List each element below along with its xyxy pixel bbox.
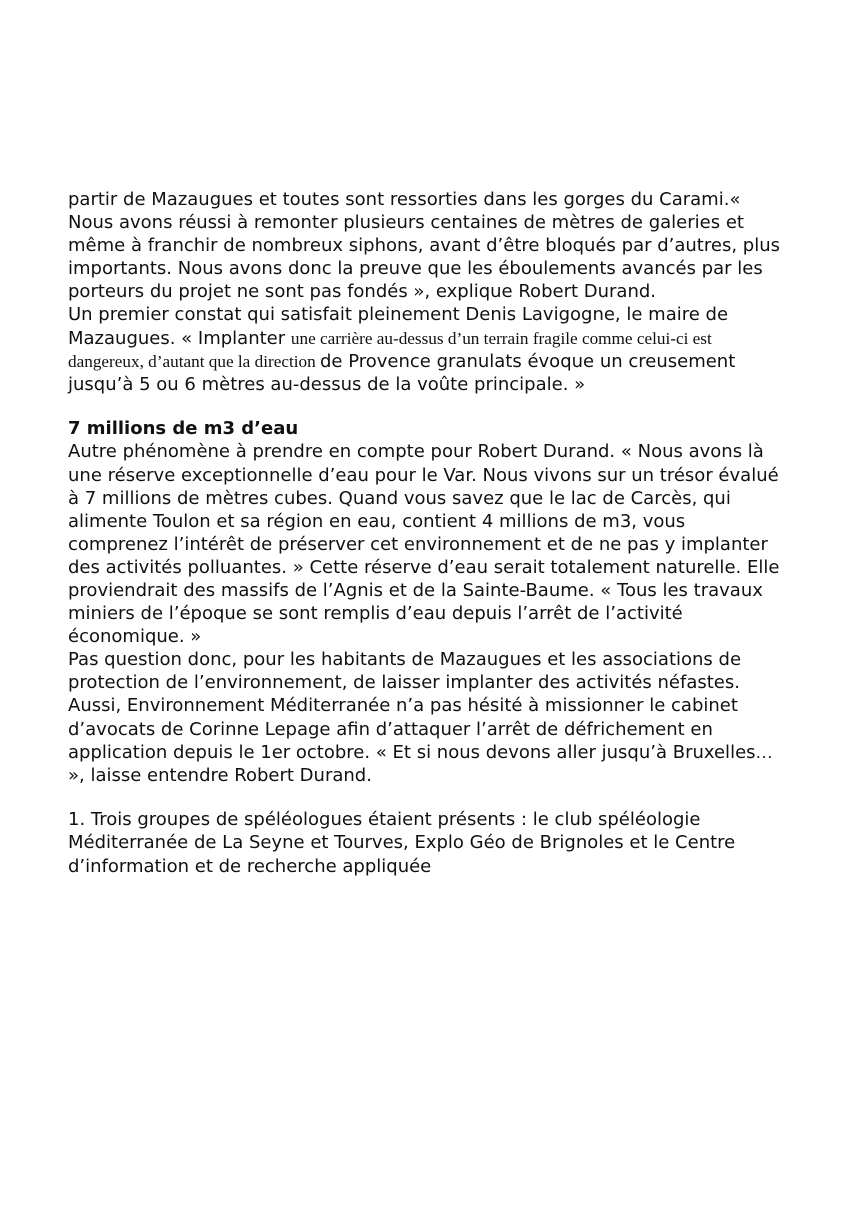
text-line-mixed: [68, 741, 828, 764]
paragraph-legal-action: [68, 648, 828, 787]
paragraph-water-reserve: [68, 440, 828, 648]
text-line: miniers de l’époque se sont remplis d’eau depuis l’arrêt de l’activité: [68, 603, 683, 625]
section-heading: 7 millions de m3 d’eau: [68, 418, 299, 440]
paragraph-gap: [68, 787, 828, 809]
text-line: Autre phénomène à prendre en compte pour Robert Durand. « Nous avons là: [68, 441, 764, 463]
text-line: Un premier constat qui satisfait pleinement Denis Lavigogne, le maire de: [68, 304, 729, 326]
text-fragment: de Provence granulats évoque un creusement: [319, 350, 736, 372]
text-fragment-serif: une carrière au-dessus d’un terrain fragile comme celui-ci est: [290, 328, 712, 348]
paragraph-quote-durand: [68, 188, 828, 303]
text-line: », laisse entendre Robert Durand.: [68, 764, 372, 786]
text-line: une réserve exceptionnelle d’eau pour le Var. Nous vivons sur un trésor évalué: [68, 464, 779, 486]
text-line: importants. Nous avons donc la preuve que les éboulements avancés par les: [68, 258, 763, 280]
text-line: porteurs du projet ne sont pas fondés », explique Robert Durand.: [68, 281, 656, 303]
text-fragment: Mazaugues. « Implanter: [68, 327, 291, 349]
text-line: Méditerranée de La Seyne et Tourves, Explo Géo de Brignoles et le Centre: [68, 832, 736, 854]
text-line: comprenez l’intérêt de préserver cet environnement et de ne pas y implanter: [68, 533, 768, 555]
text-line: même à franchir de nombreux siphons, avant d’être bloqués par d’autres, plus: [68, 235, 780, 257]
text-fragment-serif: …: [755, 742, 773, 762]
text-line: Nous avons réussi à remonter plusieurs centaines de mètres de galeries et: [68, 212, 744, 234]
text-line-mixed: [68, 350, 828, 373]
text-line: Aussi, Environnement Méditerranée n’a pas hésité à missionner le cabinet: [68, 695, 738, 717]
document-page: [68, 188, 828, 878]
text-line: économique. »: [68, 626, 202, 648]
paragraph-mayor: [68, 303, 828, 395]
text-line: d’information et de recherche appliquée: [68, 855, 432, 877]
text-line: partir de Mazaugues et toutes sont ressorties dans les gorges du Carami.«: [68, 189, 741, 210]
text-line: jusqu’à 5 ou 6 mètres au-dessus de la voûte principale. »: [68, 373, 586, 395]
text-fragment-serif: dangereux, d’autant que la direction: [68, 351, 320, 371]
text-line: alimente Toulon et sa région en eau, contient 4 millions de m3, vous: [68, 510, 686, 532]
text-line: proviendrait des massifs de l’Agnis et de la Sainte-Baume. « Tous les travaux: [68, 580, 763, 601]
text-fragment: application depuis le 1er octobre. « Et si nous devons aller jusqu’à Bruxelles: [68, 741, 756, 763]
footnote: [68, 808, 828, 877]
text-line: des activités polluantes. » Cette réserve d’eau serait totalement naturelle. Elle: [68, 556, 780, 578]
text-line: 1. Trois groupes de spéléologues étaient présents : le club spéléologie: [68, 809, 701, 831]
text-line: Pas question donc, pour les habitants de Mazaugues et les associations de: [68, 649, 742, 671]
text-line: d’avocats de Corinne Lepage afin d’attaquer l’arrêt de défrichement en: [68, 718, 713, 740]
paragraph-gap: [68, 396, 828, 418]
text-line: protection de l’environnement, de laisser implanter des activités néfastes.: [68, 672, 740, 694]
text-line-mixed: [68, 327, 828, 350]
text-line: à 7 millions de mètres cubes. Quand vous savez que le lac de Carcès, qui: [68, 487, 731, 509]
